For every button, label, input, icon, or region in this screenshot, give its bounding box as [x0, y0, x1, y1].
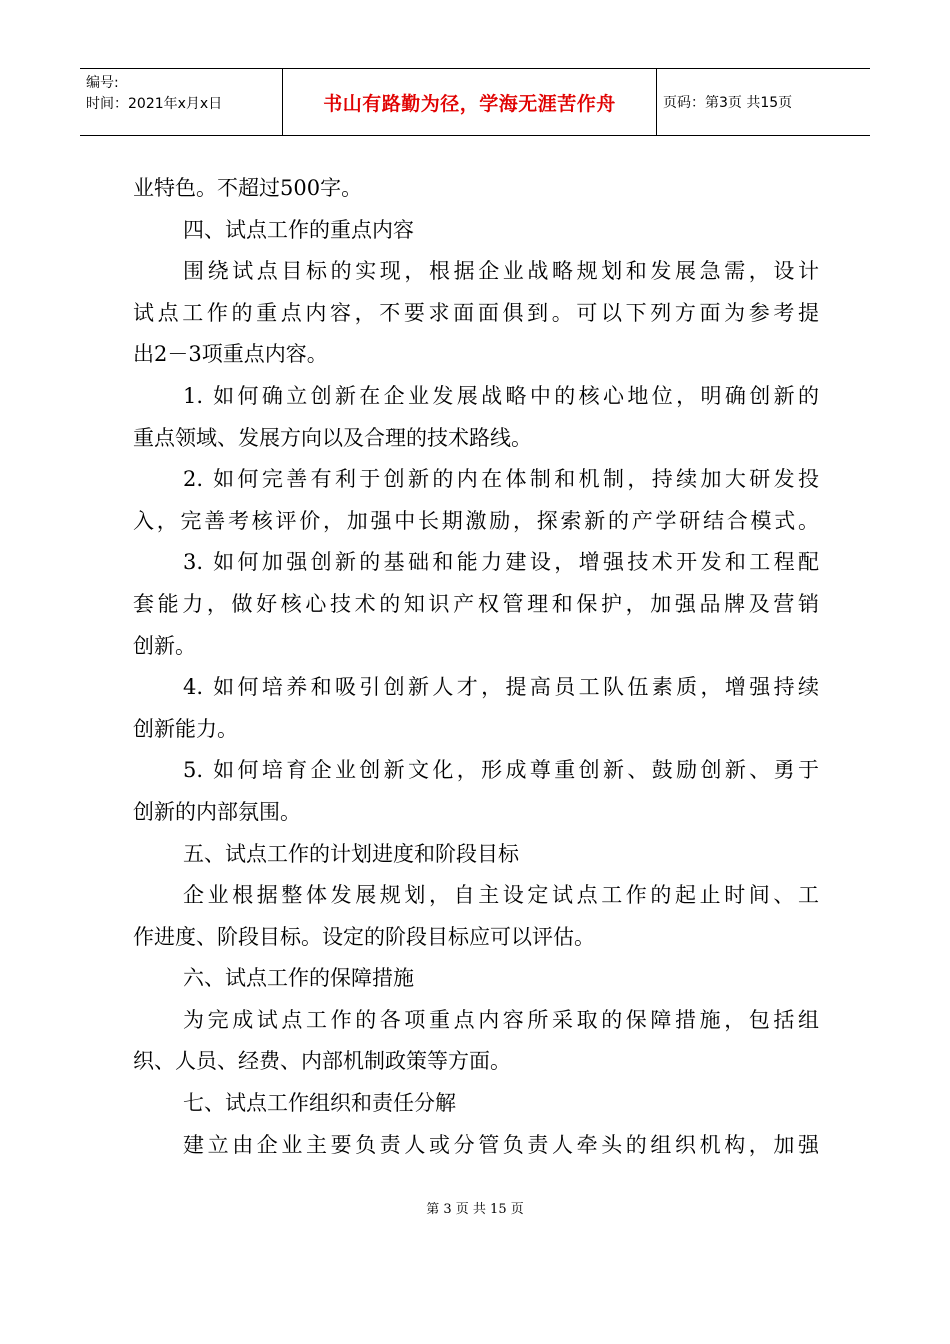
page-header	[80, 68, 870, 136]
body-line: 企业根据整体发展规划，自主设定试点工作的起止时间、工	[183, 883, 819, 908]
body-line: 创新。	[133, 633, 196, 658]
list-item: 5. 如何培育企业创新文化，形成尊重创新、鼓励创新、勇于	[183, 758, 819, 783]
body-line: 围绕试点目标的实现，根据企业战略规划和发展急需，设计	[183, 259, 819, 284]
body-line: 创新的内部氛围。	[133, 799, 301, 824]
body-line: 建立由企业主要负责人或分管负责人牵头的组织机构，加强	[183, 1132, 819, 1157]
body-line: 业特色。不超过500字。	[133, 176, 363, 200]
list-item: 1. 如何确立创新在企业发展战略中的核心地位，明确创新的	[183, 383, 819, 408]
list-item: 3. 如何加强创新的基础和能力建设，增强技术开发和工程配	[183, 550, 819, 575]
body-line: 试点工作的重点内容，不要求面面俱到。可以下列方面为参考提	[133, 300, 819, 325]
list-item: 2. 如何完善有利于创新的内在体制和机制，持续加大研发投	[183, 467, 819, 492]
header-page-info: 页码：第3页 共15页	[663, 95, 793, 111]
body-line: 为完成试点工作的各项重点内容所采取的保障措施，包括组	[183, 1007, 819, 1032]
section-heading: 四、试点工作的重点内容	[183, 217, 414, 242]
section-heading: 七、试点工作组织和责任分解	[183, 1091, 456, 1116]
body-line: 创新能力。	[133, 716, 238, 741]
document-number-label: 编号:	[86, 75, 119, 91]
section-heading: 六、试点工作的保障措施	[183, 966, 414, 991]
document-date-label: 时间：2021年x月x日	[86, 96, 223, 112]
header-motto: 书山有路勤为径，学海无涯苦作舟	[282, 69, 657, 135]
body-line: 织、人员、经费、内部机制政策等方面。	[133, 1049, 511, 1074]
body-line: 入，完善考核评价，加强中长期激励，探索新的产学研结合模式。	[133, 508, 819, 533]
document-body	[133, 168, 819, 1166]
body-line: 重点领域、发展方向以及合理的技术路线。	[133, 425, 532, 450]
body-line: 出2－3项重点内容。	[133, 342, 328, 367]
page-footer: 第 3 页 共 15 页	[426, 1202, 524, 1217]
header-meta-cell	[80, 69, 282, 135]
section-heading: 五、试点工作的计划进度和阶段目标	[183, 841, 519, 866]
list-item: 4. 如何培养和吸引创新人才，提高员工队伍素质，增强持续	[183, 675, 819, 700]
body-line: 作进度、阶段目标。设定的阶段目标应可以评估。	[133, 924, 595, 949]
body-line: 套能力，做好核心技术的知识产权管理和保护，加强品牌及营销	[133, 591, 819, 616]
